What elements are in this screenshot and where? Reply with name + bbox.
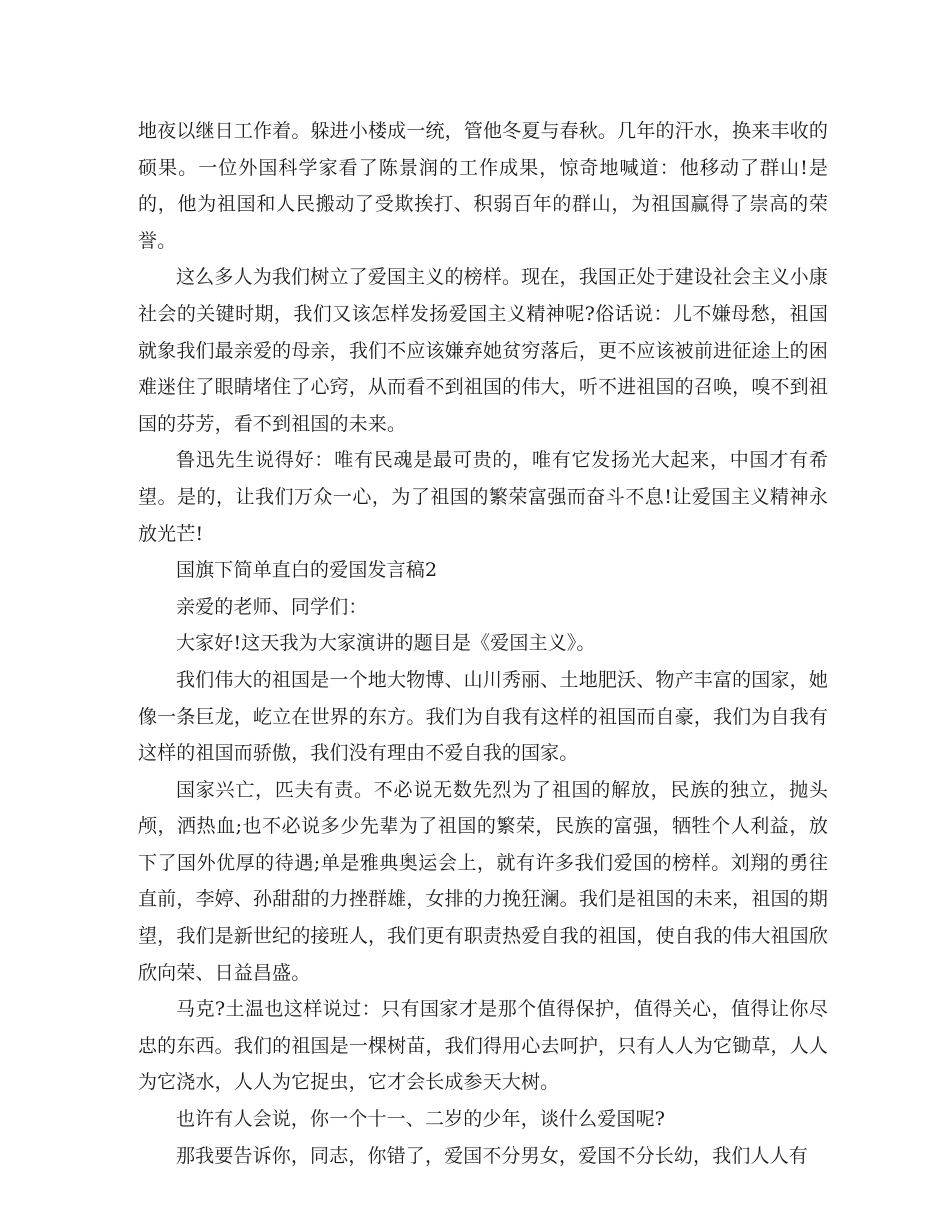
document-body bbox=[138, 113, 828, 1174]
salutation: 亲爱的老师、同学们： bbox=[176, 595, 368, 618]
paragraph: 我们伟大的祖国是一个地大物博、山川秀丽、土地肥沃、物产丰富的国家，她像一条巨龙，屹立在世界的东方。我们为自我有这样的祖国而自豪，我们为自我有这样的祖国而骄傲，我们没有理由不爱自我的国家。 bbox=[138, 668, 828, 765]
paragraph: 那我要告诉你，同志，你错了，爱国不分男女，爱国不分长幼，我们人人有 bbox=[176, 1144, 808, 1167]
paragraph-continuation: 地夜以继日工作着。躲进小楼成一统，管他冬夏与春秋。几年的汗水，换来丰收的硕果。一位外国科学家看了陈景润的工作成果，惊奇地喊道：他移动了群山!是的，他为祖国和人民搬动了受欺挨打、积弱百年的群山，为祖国赢得了崇高的荣誉。 bbox=[138, 120, 828, 252]
paragraph: 马克?土温也这样说过：只有国家才是那个值得保护，值得关心，值得让你尽忠的东西。我们的祖国是一棵树苗，我们得用心去呵护，只有人人为它锄草，人人为它浇水，人人为它捉虫，它才会长成参天大树。 bbox=[138, 998, 828, 1094]
section-heading: 国旗下简单直白的爱国发言稿2 bbox=[176, 559, 438, 582]
paragraph: 鲁迅先生说得好：唯有民魂是最可贵的，唯有它发扬光大起来，中国才有希望。是的，让我们万众一心，为了祖国的繁荣富强而奋斗不息!让爱国主义精神永放光芒! bbox=[138, 449, 828, 545]
paragraph: 这么多人为我们树立了爱国主义的榜样。现在，我国正处于建设社会主义小康社会的关键时期，我们又该怎样发扬爱国主义精神呢?俗话说：儿不嫌母愁，祖国就象我们最亲爱的母亲，我们不应该嫌弃她贫穷落后，更不应该被前进征途上的困难迷住了眼睛堵住了心窍，从而看不到祖国的伟大，听不进祖国的召唤，嗅不到祖国的芬芳，看不到祖国的未来。 bbox=[138, 266, 828, 435]
paragraph: 大家好!这天我为大家演讲的题目是《爱国主义》。 bbox=[176, 632, 596, 655]
paragraph: 国家兴亡，匹夫有责。不必说无数先烈为了祖国的解放，民族的独立，抛头颅，洒热血;也不必说多少先辈为了祖国的繁荣，民族的富强，牺牲个人利益，放下了国外优厚的待遇;单是雅典奥运会上，就有许多我们爱国的榜样。刘翔的勇往直前，李婷、孙甜甜的力挫群雄，女排的力挽狂澜。我们是祖国的未来，祖国的期望，我们是新世纪的接班人，我们更有职责热爱自我的祖国，使自我的伟大祖国欣欣向荣、日益昌盛。 bbox=[138, 778, 828, 984]
paragraph: 也许有人会说，你一个十一、二岁的少年，谈什么爱国呢? bbox=[176, 1108, 666, 1131]
